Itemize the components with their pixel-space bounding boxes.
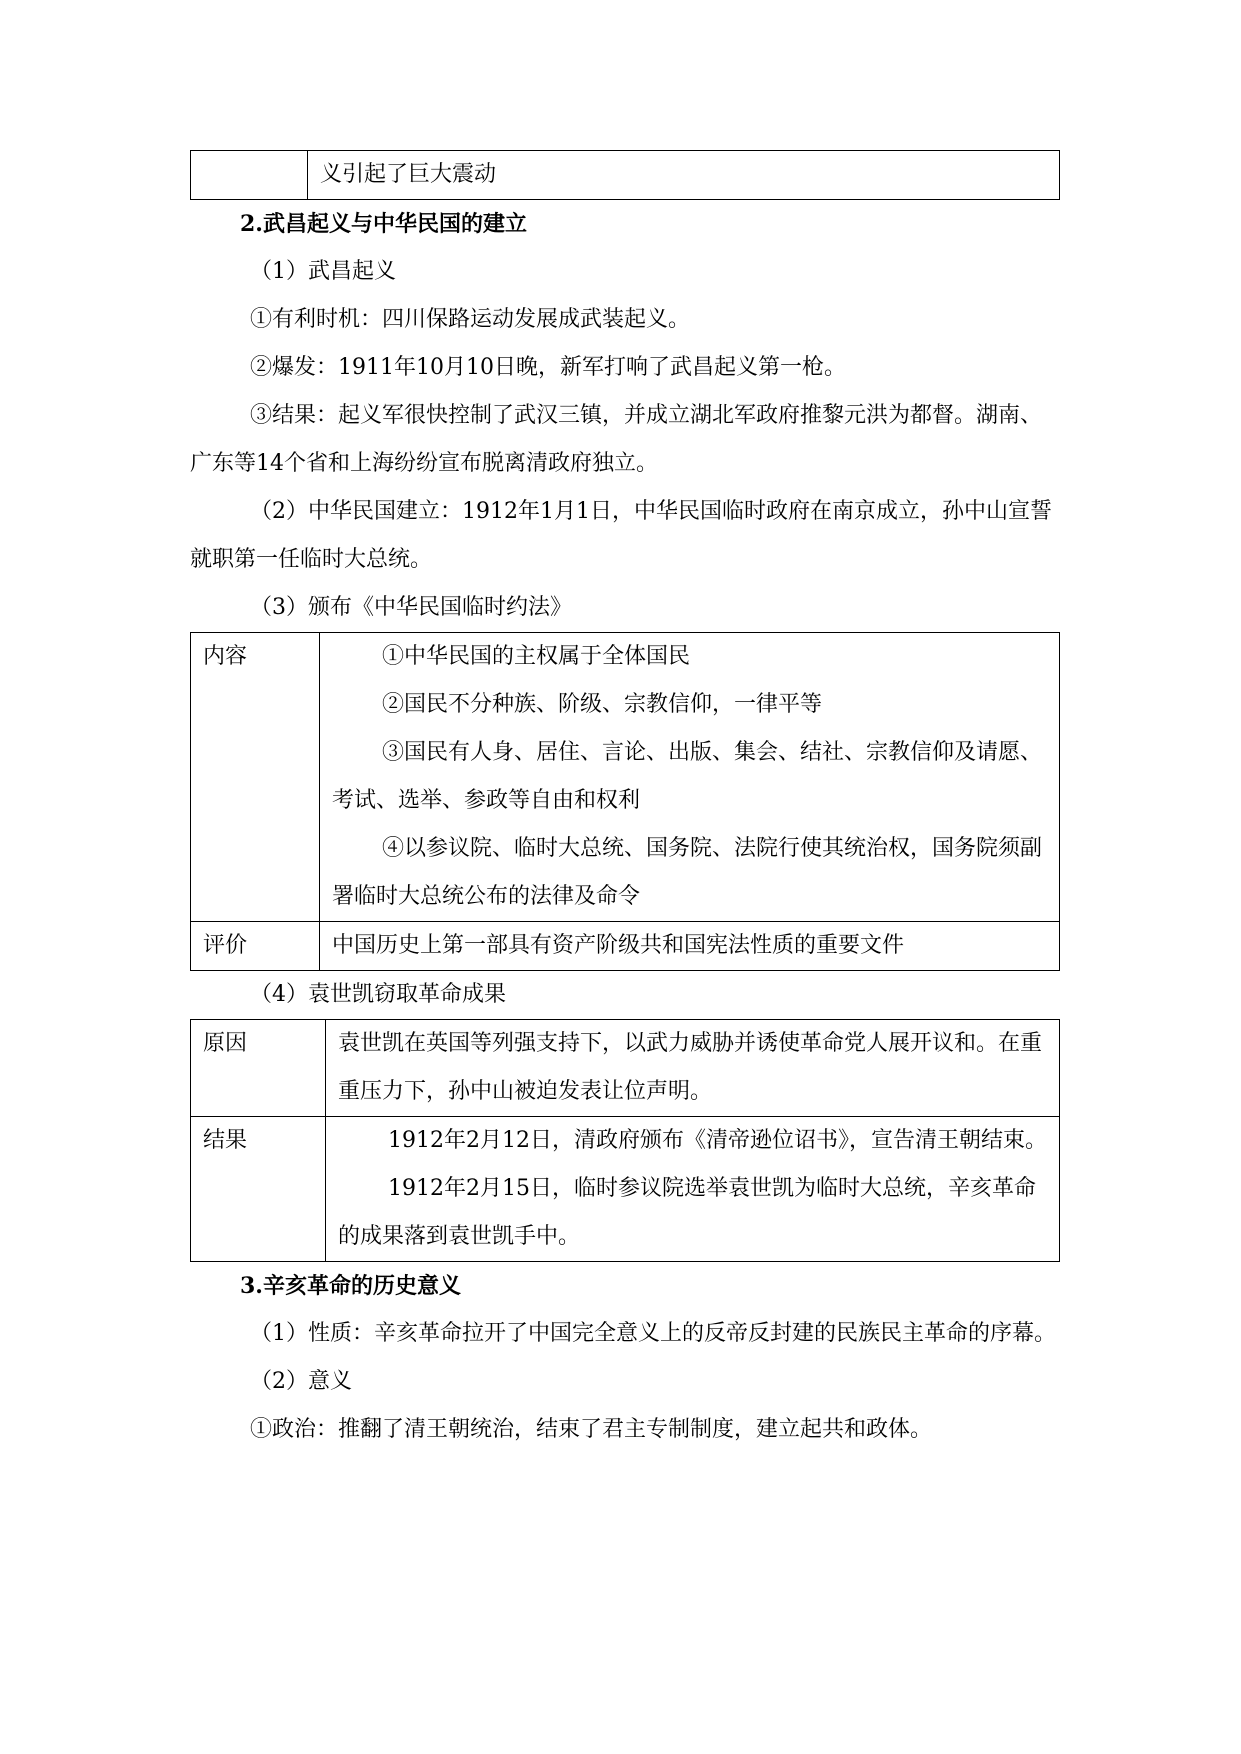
table-content-cell: 袁世凯在英国等列强支持下，以武力威胁并诱使革命党人展开议和。在重重压力下，孙中山被迫发表让位声明。 [326,1020,1060,1117]
cell-paragraph: ④以参议院、临时大总统、国务院、法院行使其统治权，国务院须副署临时大总统公布的法律及命令 [332,836,1043,909]
cell-paragraph: 1912年2月12日，清政府颁布《清帝逊位诏书》，宣告清王朝结束。 [388,1128,1047,1153]
section-heading: 3.辛亥革命的历史意义 [240,1273,461,1299]
table-label-cell: 内容 [191,633,320,922]
table-row [191,151,1060,200]
section-heading: 2.武昌起义与中华民国的建立 [240,211,527,237]
document-page [190,150,1060,1454]
table-content-cell: 义引起了巨大震动 [308,151,1060,200]
paragraph: ③结果：起义军很快控制了武汉三镇，并成立湖北军政府推黎元洪为都督。湖南、广东等14个省和上海纷纷宣布脱离清政府独立。 [190,403,1043,476]
table-content-cell: 中国历史上第一部具有资产阶级共和国宪法性质的重要文件 [320,922,1060,971]
list-item: ①政治：推翻了清王朝统治，结束了君主专制制度，建立起共和政体。 [250,1417,933,1442]
table-content-cell [326,1117,1060,1262]
table-label-cell-empty [191,151,308,200]
list-item: ②爆发：1911年10月10日晚，新军打响了武昌起义第一枪。 [250,355,846,380]
subheading: （3）颁布《中华民国临时约法》 [250,595,572,620]
cell-paragraph: ②国民不分种族、阶级、宗教信仰，一律平等 [382,692,823,717]
list-item: ①有利时机：四川保路运动发展成武装起义。 [250,307,691,332]
cell-paragraph: ①中华民国的主权属于全体国民 [382,644,691,669]
subheading: （4）袁世凯窃取革命成果 [250,982,506,1007]
yuan-shikai-table [190,1019,1060,1262]
table-row [191,922,1060,971]
cell-paragraph: 1912年2月15日，临时参议院选举袁世凯为临时大总统，辛亥革命的成果落到袁世凯手中。 [338,1176,1036,1249]
table-label-cell: 评价 [191,922,320,971]
continuation-table [190,150,1060,200]
subheading: （1）武昌起义 [250,259,396,284]
paragraph: （2）中华民国建立：1912年1月1日，中华民国临时政府在南京成立，孙中山宣誓就职第一任临时大总统。 [190,499,1052,572]
table-row [191,633,1060,922]
table-row [191,1020,1060,1117]
table-label-cell: 原因 [191,1020,326,1117]
table-content-cell [320,633,1060,922]
table-label-cell: 结果 [191,1117,326,1262]
paragraph: （1）性质：辛亥革命拉开了中国完全意义上的反帝反封建的民族民主革命的序幕。 [250,1321,1056,1346]
table-row [191,1117,1060,1262]
cell-paragraph: ③国民有人身、居住、言论、出版、集会、结社、宗教信仰及请愿、考试、选举、参政等自由和权利 [332,740,1043,813]
subheading: （2）意义 [250,1369,352,1394]
constitution-table [190,632,1060,971]
